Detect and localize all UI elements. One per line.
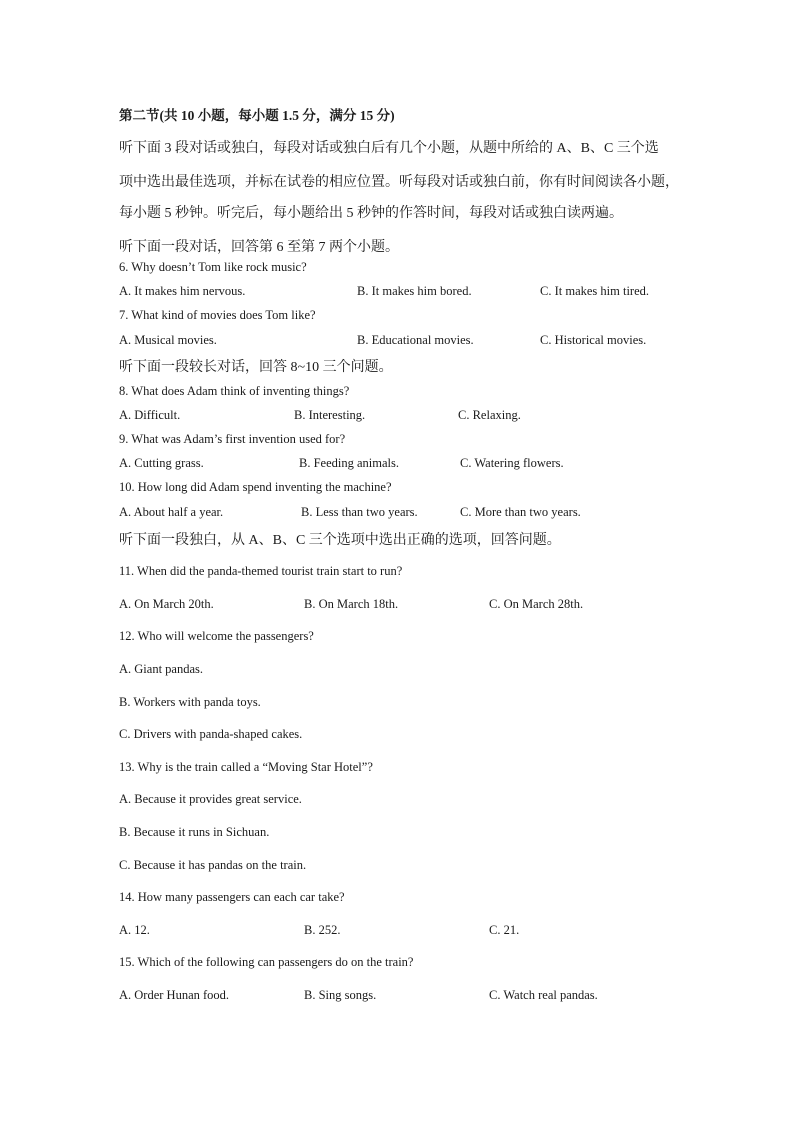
question-6: 6. Why doesn’t Tom like rock music?: [119, 260, 307, 274]
q15-option-c: C. Watch real pandas.: [489, 988, 598, 1002]
question-11: 11. When did the panda-themed tourist train start to run?: [119, 564, 403, 578]
q8-option-c: C. Relaxing.: [458, 408, 521, 422]
q10-option-c: C. More than two years.: [460, 505, 581, 519]
q7-option-a: A. Musical movies.: [119, 333, 217, 347]
q14-option-b: B. 252.: [304, 923, 341, 937]
q14-option-a: A. 12.: [119, 923, 150, 937]
q9-option-c: C. Watering flowers.: [460, 456, 564, 470]
question-14: 14. How many passengers can each car take?: [119, 890, 345, 904]
dialogue-intro-2: 听下面一段较长对话，回答 8~10 三个问题。: [119, 360, 393, 375]
monologue-intro: 听下面一段独白，从 A、B、C 三个选项中选出正确的选项，回答问题。: [119, 533, 561, 548]
q7-option-b: B. Educational movies.: [357, 333, 474, 347]
question-7: 7. What kind of movies does Tom like?: [119, 308, 316, 322]
q11-option-c: C. On March 28th.: [489, 597, 584, 611]
q9-option-b: B. Feeding animals.: [299, 456, 399, 470]
q6-option-c: C. It makes him tired.: [540, 284, 650, 298]
question-13: 13. Why is the train called a “Moving Star Hotel”?: [119, 760, 373, 774]
q6-option-b: B. It makes him bored.: [357, 284, 472, 298]
q14-option-c: C. 21.: [489, 923, 520, 937]
instructions-line-1: 听下面 3 段对话或独白，每段对话或独白后有几个小题，从题中所给的 A、B、C 三个选: [119, 141, 659, 156]
instructions-line-3: 每小题 5 秒钟。听完后，每小题给出 5 秒钟的作答时间，每段对话或独白读两遍。: [119, 206, 623, 221]
q9-option-a: A. Cutting grass.: [119, 456, 204, 470]
q10-option-a: A. About half a year.: [119, 505, 224, 519]
q15-option-a: A. Order Hunan food.: [119, 988, 230, 1002]
question-8: 8. What does Adam think of inventing things?: [119, 384, 350, 398]
q6-option-a: A. It makes him nervous.: [119, 284, 246, 298]
q8-option-b: B. Interesting.: [294, 408, 366, 422]
q15-option-b: B. Sing songs.: [304, 988, 377, 1002]
q13-option-c: C. Because it has pandas on the train.: [119, 858, 307, 872]
q12-option-a: A. Giant pandas.: [119, 662, 204, 676]
q10-option-b: B. Less than two years.: [301, 505, 418, 519]
q12-option-b: B. Workers with panda toys.: [119, 695, 261, 709]
question-15: 15. Which of the following can passengers do on the train?: [119, 955, 414, 969]
q12-option-c: C. Drivers with panda-shaped cakes.: [119, 727, 303, 741]
q8-option-a: A. Difficult.: [119, 408, 181, 422]
question-9: 9. What was Adam’s first invention used for?: [119, 432, 346, 446]
instructions-line-2: 项中选出最佳选项，并标在试卷的相应位置。听每段对话或独白前，你有时间阅读各小题，: [119, 175, 679, 190]
q7-option-c: C. Historical movies.: [540, 333, 647, 347]
q11-option-a: A. On March 20th.: [119, 597, 214, 611]
dialogue-intro-1: 听下面一段对话，回答第 6 至第 7 两个小题。: [119, 240, 399, 255]
question-10: 10. How long did Adam spend inventing the machine?: [119, 480, 392, 494]
q13-option-a: A. Because it provides great service.: [119, 792, 302, 806]
q11-option-b: B. On March 18th.: [304, 597, 399, 611]
question-12: 12. Who will welcome the passengers?: [119, 629, 314, 643]
section-header: 第二节(共 10 小题，每小题 1.5 分，满分 15 分): [119, 108, 395, 123]
q13-option-b: B. Because it runs in Sichuan.: [119, 825, 270, 839]
